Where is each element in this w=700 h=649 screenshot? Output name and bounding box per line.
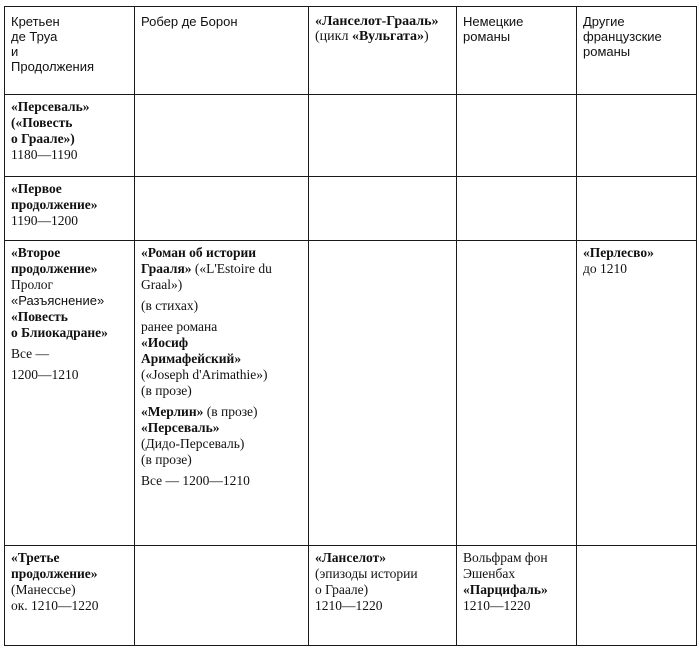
cell-text: («Joseph d'Arimathie»): [141, 367, 268, 382]
cell-date: ок. 1210—1220: [11, 598, 99, 613]
cell-text: «Парцифаль»: [463, 582, 548, 597]
header-other-french: [577, 7, 697, 95]
cell-text: («L'Estoire du: [191, 261, 272, 276]
cell-text: «Иосиф: [141, 335, 189, 350]
cell-text: продолжение»: [11, 261, 98, 276]
cell-text: «Мерлин»: [141, 404, 204, 419]
cell-text: Все —: [11, 346, 50, 361]
cell-text: («Повесть: [11, 115, 73, 130]
header-chretien: [5, 7, 135, 95]
cell-text: о Блиокадране»: [11, 325, 108, 340]
cell-text: (в стихах): [141, 298, 199, 313]
table-row: [5, 546, 697, 646]
table-row: [5, 95, 697, 177]
cell-text: «Третье: [11, 550, 60, 565]
header-vulgate: [309, 7, 457, 95]
literature-table: [4, 6, 697, 646]
empty-cell: [577, 95, 697, 177]
header-vulgate-title: «Ланселот-Грааль»: [315, 14, 439, 29]
cell-robert-works: [135, 241, 309, 546]
cell-text: Graal»): [141, 277, 183, 292]
empty-cell: [309, 241, 457, 546]
cell-text: (Манессье): [11, 582, 76, 597]
header-row: [5, 7, 697, 95]
header-chretien-line: де Труа: [11, 29, 58, 44]
cell-parzival: [457, 546, 577, 646]
empty-cell: [135, 177, 309, 241]
empty-cell: [309, 177, 457, 241]
cell-date: 1210—1220: [315, 598, 383, 613]
cell-text: Аримафейский»: [141, 351, 242, 366]
cell-text: о Граале): [315, 582, 369, 597]
cell-text: (в прозе): [203, 404, 258, 419]
cell-text: «Персеваль»: [141, 420, 220, 435]
cell-text: «Перлесво»: [583, 245, 654, 260]
cell-text: о Граале»): [11, 131, 75, 146]
empty-cell: [457, 95, 577, 177]
cell-text: [141, 261, 302, 277]
cell-text: продолжение»: [11, 197, 98, 212]
cell-text: (в прозе): [141, 452, 192, 467]
cell-first-continuation: [5, 177, 135, 241]
cell-text: «Повесть: [11, 309, 68, 324]
cell-text: «Первое: [11, 181, 62, 196]
cell-text: «Роман об истории: [141, 245, 257, 260]
empty-cell: [135, 95, 309, 177]
cell-text: «Ланселот»: [315, 550, 387, 565]
empty-cell: [457, 177, 577, 241]
header-vulgate-post: ): [424, 29, 429, 44]
header-vulgate-pre: (цикл: [315, 29, 352, 44]
cell-text: «Второе: [11, 245, 61, 260]
cell-text: (в прозе): [141, 383, 192, 398]
header-vulgate-sub: [315, 29, 450, 44]
cell-perlesvaus: [577, 241, 697, 546]
cell-date: 1200—1210: [11, 367, 79, 382]
empty-cell: [577, 546, 697, 646]
cell-text: «Персеваль»: [11, 99, 90, 114]
header-german-line: романы: [463, 29, 511, 44]
header-chretien-line: и: [11, 44, 19, 59]
empty-cell: [457, 241, 577, 546]
cell-text: продолжение»: [11, 566, 98, 581]
header-chretien-line: Продолжения: [11, 59, 95, 74]
cell-text: Пролог: [11, 277, 54, 292]
header-german-line: Немецкие: [463, 14, 524, 29]
cell-date: 1180—1190: [11, 147, 78, 162]
cell-perceval: [5, 95, 135, 177]
empty-cell: [577, 177, 697, 241]
empty-cell: [135, 546, 309, 646]
table-row: [5, 177, 697, 241]
cell-date: до 1210: [583, 261, 627, 276]
cell-lancelot: [309, 546, 457, 646]
cell-third-continuation: [5, 546, 135, 646]
header-vulgate-bold: «Вульгата»: [351, 29, 425, 44]
cell-text: ранее романа: [141, 319, 218, 334]
cell-date: 1210—1220: [463, 598, 531, 613]
cell-second-continuation: [5, 241, 135, 546]
cell-text: (Дидо-Персеваль): [141, 436, 245, 451]
cell-text: (эпизоды истории: [315, 566, 418, 581]
cell-text: Вольфрам фон: [463, 550, 548, 565]
header-french-line: французские: [583, 29, 662, 44]
cell-text: Грааля»: [141, 261, 192, 276]
header-robert-text: Робер де Борон: [141, 14, 238, 29]
cell-text: [141, 404, 302, 420]
cell-date: 1190—1200: [11, 213, 78, 228]
header-robert: [135, 7, 309, 95]
cell-text: «Разъяснение»: [11, 293, 105, 308]
cell-date: Все — 1200—1210: [141, 473, 250, 488]
header-german: [457, 7, 577, 95]
table-row: [5, 241, 697, 546]
header-french-line: Другие: [583, 14, 625, 29]
cell-text: Эшенбах: [463, 566, 516, 581]
header-chretien-line: Кретьен: [11, 14, 60, 29]
header-french-line: романы: [583, 44, 631, 59]
empty-cell: [309, 95, 457, 177]
